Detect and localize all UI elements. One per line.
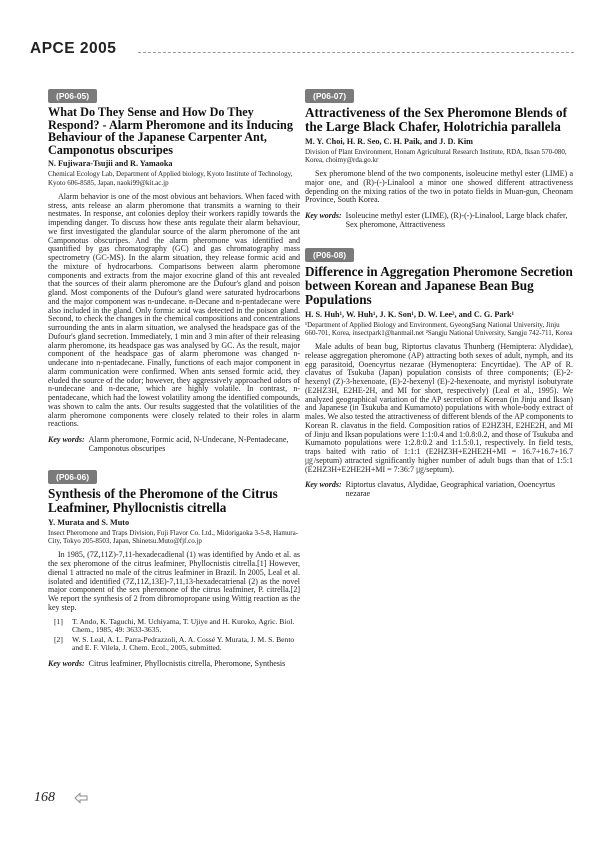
journal-header: APCE 2005 (30, 40, 117, 57)
keywords-label: Key words: (305, 211, 342, 221)
abstract-body: In 1985, (7Z,11Z)-7,11-hexadecadienal (1) was identified by Ando et al. as the sex pheromone of the citrus leafminer, Phyllocnistis citrella.[1] However, dienal 1 attracted no male of the citrus leafminer in Brazil. In 2005, Leal et al. isolated and identified (7Z,11Z,13E)-7,11,13-hexadecatrienal (2) as the novel major component of the sex pheromone of the citrus leafminer, P. citrella.[2] We report the synthesis of 2 from dibromopropane using Wittig reaction as the key step. (48, 550, 300, 612)
abstract-affiliation: Chemical Ecology Lab, Department of Applied biology, Kyoto Institute of Technology, Kyoto 606-8585, Japan, naoki99@kit.ac.jp (48, 170, 293, 187)
keywords-text: Alarm pheromone, Formic acid, N-Undecane, N-Pentadecane, Camponotus obscuripes (88, 435, 289, 454)
keywords-label: Key words: (305, 480, 342, 490)
keywords (48, 659, 300, 668)
reference-number: [1] (54, 616, 63, 626)
reference-text: T. Ando, K. Taguchi, M. Uchiyama, T. Ujiye and H. Kuroko, Agric. Biol. Chem., 1985, 49: 3633-3635. (72, 616, 295, 635)
left-column (48, 86, 300, 668)
keywords (305, 480, 573, 498)
abstract-p06-06 (48, 467, 300, 668)
abstract-tag: (P06-05) (48, 89, 97, 103)
keywords (48, 435, 300, 453)
reference-list (48, 618, 300, 653)
keywords (305, 211, 573, 229)
keywords-text: Isoleucine methyl ester (LIME), (R)-(-)-Linalool, Large black chafer, Sex pheromone, Attractiveness (345, 211, 568, 230)
arrow-left-icon (74, 792, 88, 804)
abstract-p06-08 (305, 245, 573, 498)
abstract-affiliation: ¹Department of Applied Biology and Environment, GyeongSang National University, Jinju 660-701, Korea, insectpark1@hanmail.net ²Sangju National University, Sangju 742-711, Korea (305, 320, 573, 337)
abstract-title: What Do They Sense and How Do They Respond? - Alarm Pheromone and its Inducing Behaviour of the Japanese Carpenter Ant, Camponotus obscuripes (48, 105, 293, 157)
keywords-text: Citrus leafminer, Phyllocnistis citrella, Pheromone, Synthesis (88, 659, 286, 669)
abstract-affiliation: Insect Pheromone and Traps Division, Fuji Flavor Co. Ltd., Midorigaoka 3-5-8, Hamura-City, Tokyo 205-8503, Japan, Shinetsu.Muto@fjf.co.jp (48, 528, 299, 546)
keywords-label: Key words: (48, 435, 85, 445)
reference-number: [2] (54, 634, 63, 644)
abstract-p06-07 (305, 86, 573, 229)
abstract-body: Alarm behavior is one of the most obvious ant behaviors. When faced with stress, ants release an alarm pheromone that transmits a warning to their nestmates. In response, ant colonies deploy their workers rapidly towards the impending danger. To discuss how these ants regulate their alarm behaviour, we first investigated the glandular source of the alarm pheromone of the ant Camponotus obscuripes. And the alarm pheromone was identified and quantified by gas chromatography (GC) and gas chromatography mass spectrometry (GC-MS). In the alarm situation, they release formic acid and the mixture of hydrocarbons. Comparisons between alarm pheromone components and extracts from the major exocrine gland of this ant revealed that the sources of their alarm pheromone are the Dufour's gland and poison gland. Most components of the Dufour's gland were saturated hydrocarbons and the major component was n-undecane. n-Decane and n-pentadecane were also included in the gland. Only formic acid was detected in the poison gland. Second, to check the changes in the chemical compositions and concentrations surrounding the ants in alarm situation, we analysed the headspace gas of the Dufour's gland secretion. Immediately, 1 min and 3 min after of their releasing alarm pheromone, its headspace gas was analysed by GC. As the result, major component of the headspace gas of alarm pheromone was changed n-undecane into n-pentadecane. Finally, functions of each major component in alarm communication were confirmed. When ants sensed formic acid, they eluded the source of the odor; however, they aggressively approached odors of n-undecane and n-decane, which are highly volatile. In contrast, n-pentadecane, which had the lowest volatility among the identified compounds, was shown to calm the ants. Our results suggested that the volatilities of the alarm pheromone components were closely related to their roles in alarm reactions. (48, 191, 300, 429)
header-rule (138, 52, 574, 53)
abstract-body: Male adults of bean bug, Riptortus clavatus Thunberg (Hemiptera: Alydidae), release aggregation pheromone (AP) attracting both sexes of adult, nymph, and its egg parasitoid, Ooencyrtus nezarae (Hymenoptera: Encyrtidae). The AP of R. clavatus of Tsukuba (Japan) population consists of three components; (E)-2-hexenyl (Z)-3-hexenoate, (E)-2-hexenyl (E)-2-hexenoate, and myristyl isobutyrate (E2HZ3H, E2HE-2H, and MI for short, respectively) (Leal et al., 1995). We analyzed geographical variation of the AP secretion of Korean (in Jinju and Iksan) and Japanese (in Tsukuba and Kumamoto) populations with whole-body extract of males. We also tested the attractiveness of different blends of the AP components to Korean R. clavatus in the field. Composition ratios of E2HZ3H, E2HE2H, and MI of Jinju and Iksan populations were 1:1:0.4 and 1:0.8:0.2, and those of Tsukuba and Kumamoto populations were 1:2.8:0.2 and 1:1.5:0.1, respectively. In field tests, traps baited with ratio of 1:1:1 (E2HZ3H+E2HE2H+MI = 16.7+16.7+16.7 ㎍/septum) attracted significantly higher number of adult bugs than that of 1:5:1 (E2HZ3H+E2HE2H+MI = 7:36:7 ㎍/septum). (305, 342, 573, 474)
abstract-tag: (P06-06) (48, 470, 97, 484)
keywords-label: Key words: (48, 659, 85, 669)
reference-text: W. S. Leal, A. L. Parra-Pedrazzoli, A. A. Cossé Y. Murata, J. M. S. Bento and E. F. Vilela, J. Chem. Ecol., 2005, submitted. (72, 634, 295, 653)
abstract-tag: (P06-08) (305, 248, 354, 262)
abstract-authors: H. S. Huh¹, W. Huh¹, J. K. Son¹, D. W. Lee², and C. G. Park¹ (305, 309, 515, 319)
page-number: 168 (34, 790, 55, 805)
abstract-tag: (P06-07) (305, 89, 354, 103)
abstract-title: Attractiveness of the Sex Pheromone Blends of the Large Black Chafer, Holotrichia parallela (305, 105, 568, 134)
abstract-title: Difference in Aggregation Pheromone Secretion between Korean and Japanese Bean Bug Populations (305, 264, 573, 307)
abstract-affiliation: Division of Plant Environment, Honam Agricultural Research Institute, RDA, Iksan 570-080, Korea, choimy@rda.go.kr (305, 147, 567, 164)
abstract-authors: M. Y. Choi, H. R. Seo, C. H. Paik, and J. D. Kim (305, 136, 473, 146)
reference-item (48, 636, 300, 653)
abstract-p06-05 (48, 86, 300, 453)
abstract-body: Sex pheromone blend of the two components, isoleucine methyl ester (LIME) a major one, and (R)-(-)-Linalool a minor one showed different attractiveness depending on the mixing ratios of the two in potato fields in Muan-gun, Cheonam Province, South Korea. (305, 169, 573, 205)
right-column (305, 86, 573, 498)
reference-item (48, 618, 300, 635)
abstract-authors: Y. Murata and S. Muto (48, 517, 130, 527)
abstract-title: Synthesis of the Pheromone of the Citrus Leafminer, Phyllocnistis citrella (48, 486, 278, 516)
abstract-authors: N. Fujiwara-Tsujii and R. Yamaoka (48, 159, 173, 169)
keywords-text: Riptortus clavatus, Alydidae, Geographical variation, Ooencyrtus nezarae (345, 480, 555, 499)
